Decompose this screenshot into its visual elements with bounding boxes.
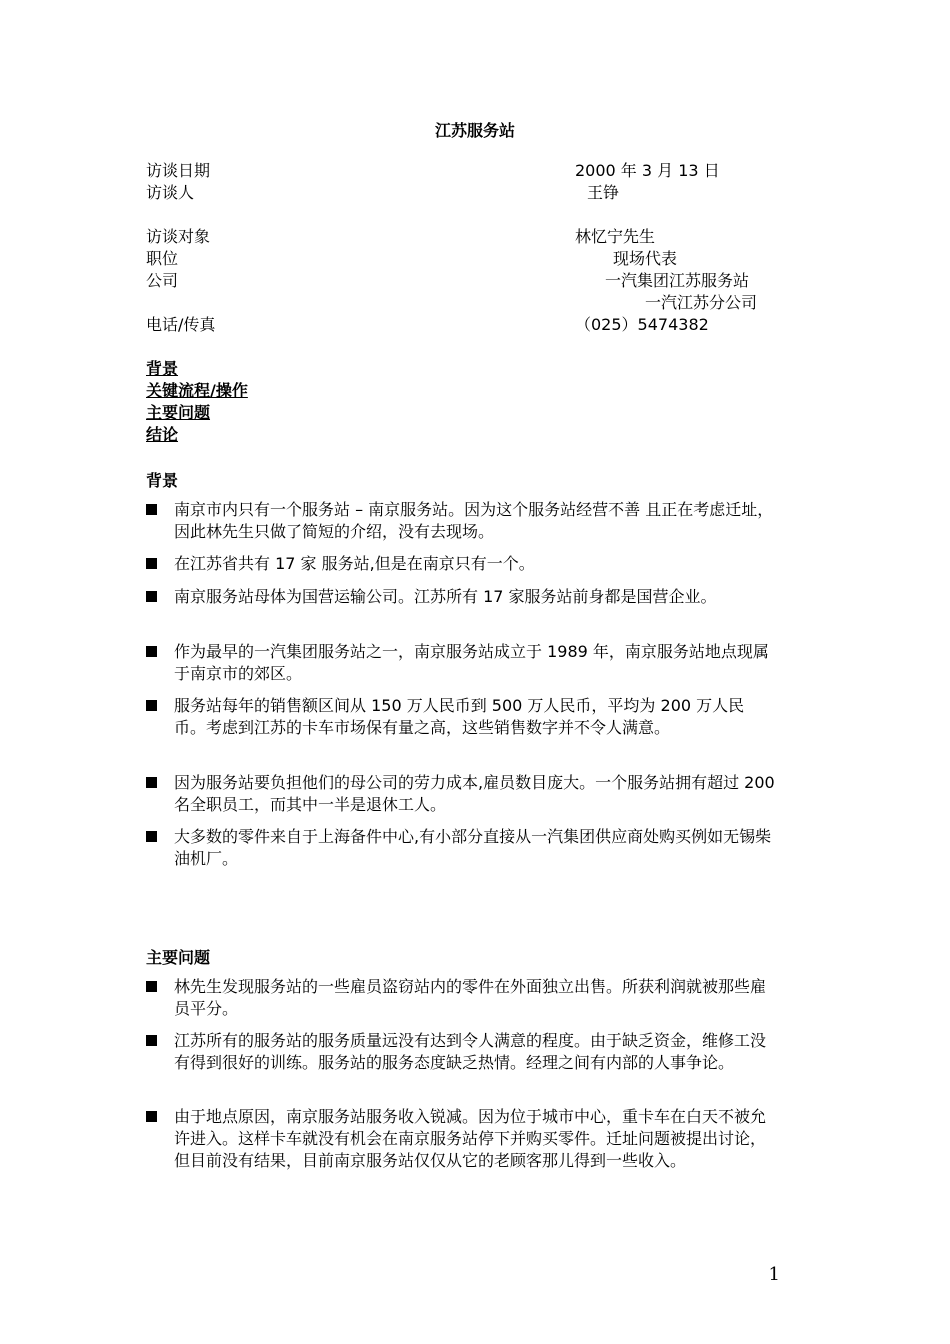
info-label-phone: 电话/传真: [146, 315, 216, 334]
list-item-text: 因为服务站要负担他们的母公司的劳力成本,雇员数目庞大。一个服务站拥有超过 200 名全职员工，而其中一半是退休工人。: [174, 773, 775, 814]
info-value-phone: （025）5474382: [575, 315, 709, 334]
info-value-interviewer: 王铮: [587, 183, 620, 202]
info-label-interviewee: 访谈对象: [146, 227, 211, 246]
list-item-text: 南京服务站母体为国营运输公司。江苏所有 17 家服务站前身都是国营企业。: [174, 587, 717, 606]
list-item: [146, 641, 776, 685]
section-heading-main-issues: 主要问题: [146, 948, 211, 967]
info-value-company-branch: 一汽江苏分公司: [645, 293, 758, 312]
info-label-interviewer: 访谈人: [146, 183, 195, 202]
info-label-company: 公司: [146, 271, 179, 290]
list-item: [146, 553, 776, 575]
bullet-square-icon: [146, 777, 157, 788]
info-label-position: 职位: [146, 249, 179, 268]
list-item-text: 服务站每年的销售额区间从 150 万人民币到 500 万人民币，平均为 200 万人民币。考虑到江苏的卡车市场保有量之高，这些销售数字并不令人满意。: [174, 696, 745, 737]
list-item: [146, 772, 776, 816]
list-item-text: 林先生发现服务站的一些雇员盗窃站内的零件在外面独立出售。所获利润就被那些雇员平分。: [174, 977, 767, 1018]
info-value-interviewee: 林忆宁先生: [575, 227, 656, 246]
section-heading-background: 背景: [146, 471, 179, 490]
toc-link-key-process[interactable]: 关键流程/操作: [146, 381, 248, 400]
bullet-square-icon: [146, 981, 157, 992]
list-item: [146, 499, 776, 543]
bullet-square-icon: [146, 558, 157, 569]
bullet-square-icon: [146, 1111, 157, 1122]
list-item: [146, 695, 776, 739]
list-item-text: 在江苏省共有 17 家 服务站,但是在南京只有一个。: [174, 554, 535, 573]
info-value-position: 现场代表: [613, 249, 678, 268]
list-item-text: 南京市内只有一个服务站 – 南京服务站。因为这个服务站经营不善 且正在考虑迁址，因此林先生只做了简短的介绍，没有去现场。: [174, 500, 774, 541]
bullet-square-icon: [146, 591, 157, 602]
list-item: [146, 586, 776, 608]
list-item-text: 由于地点原因，南京服务站服务收入锐减。因为位于城市中心，重卡车在白天不被允许进入。这样卡车就没有机会在南京服务站停下并购买零件。迁址问题被提出讨论，但目前没有结果，目前南京服务站仅仅从它的老顾客那儿得到一些收入。: [174, 1107, 767, 1170]
bullet-square-icon: [146, 1035, 157, 1046]
info-label-date: 访谈日期: [146, 161, 211, 180]
bullet-square-icon: [146, 646, 157, 657]
bullet-square-icon: [146, 831, 157, 842]
list-item-text: 江苏所有的服务站的服务质量远没有达到令人满意的程度。由于缺乏资金，维修工没有得到很好的训练。服务站的服务态度缺乏热情。经理之间有内部的人事争论。: [174, 1031, 767, 1072]
list-item-text: 大多数的零件来自于上海备件中心,有小部分直接从一汽集团供应商处购买例如无锡柴油机厂。: [174, 827, 772, 868]
bullet-square-icon: [146, 700, 157, 711]
page-number: 1: [768, 1264, 780, 1285]
info-value-date: 2000 年 3 月 13 日: [575, 161, 720, 180]
list-item-text: 作为最早的一汽集团服务站之一，南京服务站成立于 1989 年，南京服务站地点现属于南京市的郊区。: [174, 642, 769, 683]
list-item: [146, 976, 776, 1020]
toc-link-background[interactable]: 背景: [146, 359, 179, 378]
toc-link-conclusion[interactable]: 结论: [146, 425, 179, 444]
bullet-square-icon: [146, 504, 157, 515]
toc-link-main-issues[interactable]: 主要问题: [146, 403, 211, 422]
page-title: 江苏服务站: [434, 121, 515, 140]
list-item: [146, 1030, 776, 1074]
list-item: [146, 826, 776, 870]
list-item: [146, 1106, 776, 1172]
info-value-company: 一汽集团江苏服务站: [605, 271, 750, 290]
